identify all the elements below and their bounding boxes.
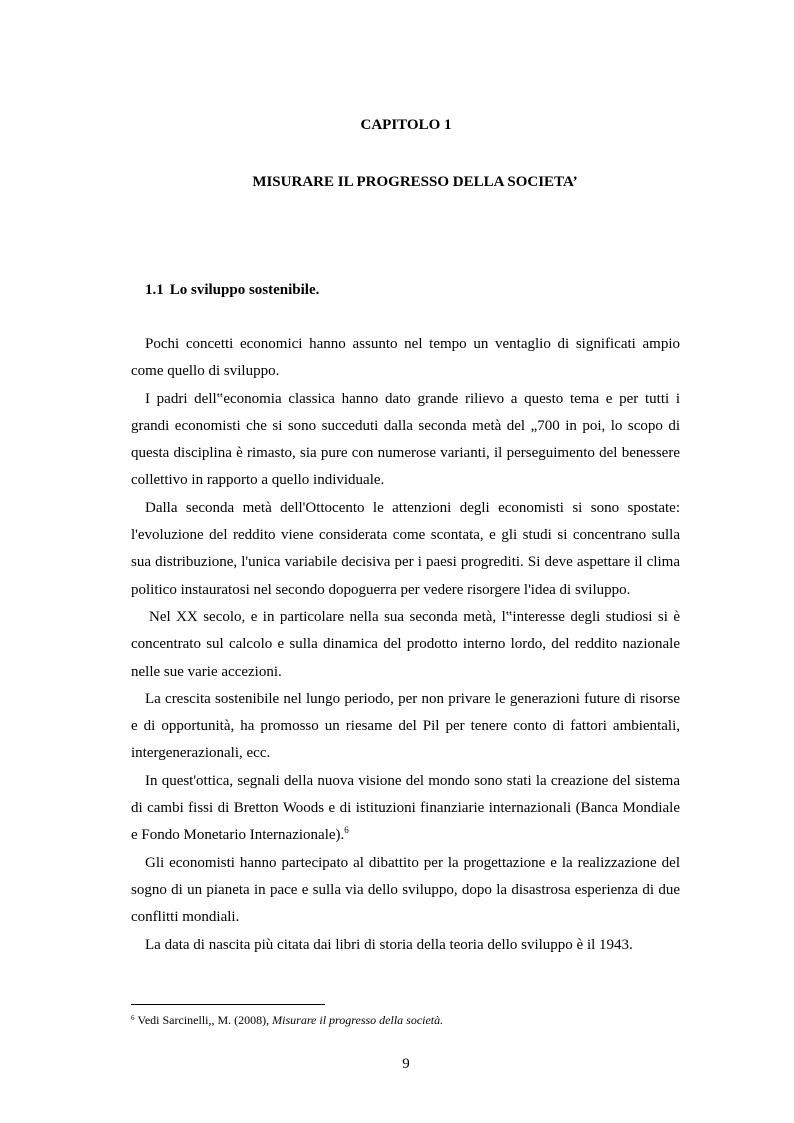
footnote-text: Vedi Sarcinelli,, M. (2008), <box>137 1013 273 1027</box>
paragraph: Gli economisti hanno partecipato al dibattito per la progettazione e la realizzazione del sogno di un pianeta in pace e sulla via dello sviluppo, dopo la disastrosa esperienza di due conflitti mondiali. <box>131 854 680 926</box>
paragraph: La data di nascita più citata dai libri di storia della teoria dello sviluppo è il 1943. <box>145 936 633 953</box>
paragraph: La crescita sostenibile nel lungo periodo, per non privare le generazioni future di risorse e di opportunità, ha promosso un riesame del Pil per tenere conto di fattori ambientali, intergenerazionali, ecc. <box>131 690 680 762</box>
paragraph-text: In quest'ottica, segnali della nuova visione del mondo sono stati la creazione del sistema di cambi fissi di Bretton Woods e di istituzioni finanziarie internazionali (Banca Mondiale e Fondo Monetario Internazionale). <box>131 772 680 844</box>
footnote-cited-title: Misurare il progresso della società. <box>272 1013 444 1027</box>
section-number: 1.1 <box>145 282 164 298</box>
chapter-title: MISURARE IL PROGRESSO DELLA SOCIETA’ <box>252 174 578 190</box>
section-title: Lo sviluppo sostenibile. <box>169 282 320 298</box>
paragraph: Pochi concetti economici hanno assunto nel tempo un ventaglio di significati ampio come quello di sviluppo. <box>131 336 680 380</box>
paragraph: Dalla seconda metà dell'Ottocento le attenzioni degli economisti si sono spostate: l'evoluzione del reddito viene considerata come scontata, e gli studi si concentrano sulla sua distribuzione, l'unica variabile decisiva per i paesi progrediti. Si deve aspettare il clima politico instauratosi nel secondo dopoguerra per vedere risorgere l'idea di sviluppo. <box>131 499 680 598</box>
paragraph: I padri dell‟economia classica hanno dato grande rilievo a questo tema e per tutti i grandi economisti che si sono succeduti dalla seconda metà del „700 in poi, lo scopo di questa disciplina è rimasto, sia pure con numerose varianti, il perseguimento del benessere collettivo in rapporto a quello individuale. <box>131 390 680 489</box>
section-heading <box>145 281 319 299</box>
footnote-marker: 6 <box>131 1014 135 1022</box>
footnote <box>131 1013 443 1027</box>
page-number: 9 <box>402 1056 410 1072</box>
footnote-separator <box>131 1004 325 1005</box>
paragraph: Nel XX secolo, e in particolare nella sua seconda metà, l‟interesse degli studiosi si è concentrato sul calcolo e sulla dinamica del prodotto interno lordo, del reddito nazionale nelle sue varie accezioni. <box>131 608 680 680</box>
footnote-reference: 6 <box>344 825 349 836</box>
body-text <box>131 331 680 959</box>
paragraph-with-footnote <box>131 768 680 850</box>
chapter-label: CAPITOLO 1 <box>360 117 452 133</box>
